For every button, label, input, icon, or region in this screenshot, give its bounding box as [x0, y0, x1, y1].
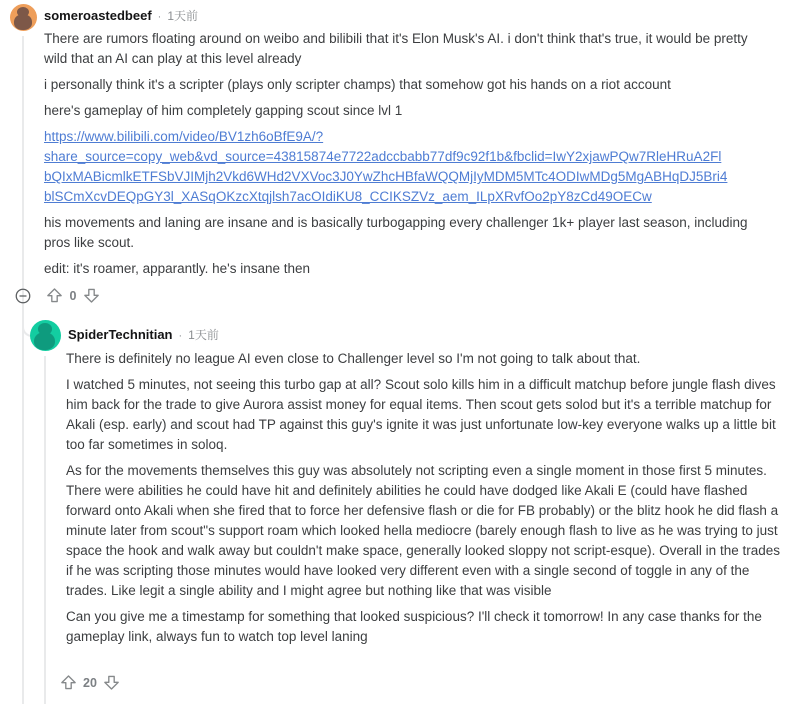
comment-header — [44, 7, 198, 24]
arrow-up-outline-icon — [45, 286, 64, 305]
downvote-button[interactable] — [82, 286, 101, 305]
bilibili-video-link[interactable] — [44, 127, 770, 207]
comment-header — [68, 326, 219, 343]
avatar-figure-icon — [14, 14, 32, 30]
vote-count: 0 — [69, 288, 77, 303]
comment-paragraph: I watched 5 minutes, not seeing this turbo gap at all? Scout solo kills him in a difficult matchup before jungle flash dives him back for the trade to give Aurora assist money for equal items. Then scout gets solod but it's a terrible matchup for Akali (esp. early) and scout had TP against this guy's ignite it was just unfortunate low-key everyone walks up a little bit too far sometimes in soloq. — [66, 377, 776, 452]
comment-paragraph: Can you give me a timestamp for something that looked suspicious? I'll check it tomorrow! In any case thanks for the gameplay link, always fun to watch top level laning — [66, 609, 762, 644]
arrow-up-outline-icon — [59, 673, 78, 692]
comment-author[interactable]: someroastedbeef — [44, 8, 152, 23]
link-text: bQIxMABicmlkETFSbVJIMjh2Vkd6WHd2VXVoc3J0YwZhcHBfaWQQMjIyMDM5MTc4ODIwMDg5MgABHqDJ5Bri4 — [44, 169, 728, 184]
comment-paragraph: There is definitely no league AI even close to Challenger level so I'm not going to talk about that. — [66, 351, 641, 366]
comment-paragraph: As for the movements themselves this guy was absolutely not scripting even a single moment in those first 5 minutes. There were abilities he could have hit and definitely abilities he could have dodged like Akali E (could have flashed forward onto Akali when she fired that to force her defensive flash or die for FB probably) or the blitz hook he did flash a minute later from scout"s support roam which looked hella mediocre (barely enough flash to live as he was trying to just space the hook and walk away but couldn't make space, generally looked sloppy not script-esque). Overall in the trades if he was scripting those minutes would have looked very different even with a single second of toggle in any of the trades. Like legit a single ability and I might agree but nothing like that was visible — [66, 463, 780, 598]
link-text: blSCmXcvDEQpGY3l_XASqOKzcXtqjlsh7acOIdiKU8_CCIKSZVz_aem_ILpXRvfOo2pY8zCd49OECw — [44, 189, 652, 204]
collapse-thread-button[interactable] — [14, 287, 32, 305]
link-text: https://www.bilibili.com/video/BV1zh6oBfE9A/? — [44, 129, 324, 144]
minus-circle-icon — [14, 287, 32, 305]
thread-line-parent[interactable] — [22, 36, 24, 704]
vote-count: 20 — [83, 675, 97, 690]
avatar[interactable] — [30, 320, 61, 351]
comment-timestamp[interactable]: 1天前 — [188, 328, 219, 342]
arrow-down-outline-icon — [102, 673, 121, 692]
downvote-button[interactable] — [102, 673, 121, 692]
comment-paragraph: i personally think it's a scripter (plays only scripter champs) that somehow got his hands on a riot account — [44, 77, 671, 92]
comment-body — [66, 349, 788, 647]
comment-timestamp[interactable]: 1天前 — [167, 9, 199, 23]
comment-paragraph: his movements and laning are insane and is basically turbogapping every challenger 1k+ player last season, including pros like scout. — [44, 215, 748, 250]
comment-author[interactable]: SpiderTechnitian — [68, 327, 173, 342]
avatar[interactable] — [10, 4, 37, 31]
comment-paragraph: There are rumors floating around on weibo and bilibili that it's Elon Musk's AI. i don't think that's true, it would be pretty wild that an AI can play at this level already — [44, 31, 748, 66]
upvote-button[interactable] — [59, 673, 78, 692]
avatar-figure-icon — [34, 332, 55, 350]
comment-paragraph: edit: it's roamer, apparantly. he's insane then — [44, 261, 311, 276]
separator-dot: · — [157, 11, 162, 23]
thread-line-reply[interactable] — [44, 356, 46, 704]
comment-action-row — [14, 286, 101, 305]
separator-dot: · — [178, 330, 183, 342]
comment-body — [44, 29, 770, 279]
arrow-down-outline-icon — [82, 286, 101, 305]
comment-action-row — [59, 673, 121, 692]
comment-paragraph: here's gameplay of him completely gapping scout since lvl 1 — [44, 103, 403, 118]
upvote-button[interactable] — [45, 286, 64, 305]
link-text: share_source=copy_web&vd_source=43815874e7722adccbabb77df9c92f1b&fbclid=IwY2xjawPQw7RleHRuA2Fl — [44, 149, 722, 164]
